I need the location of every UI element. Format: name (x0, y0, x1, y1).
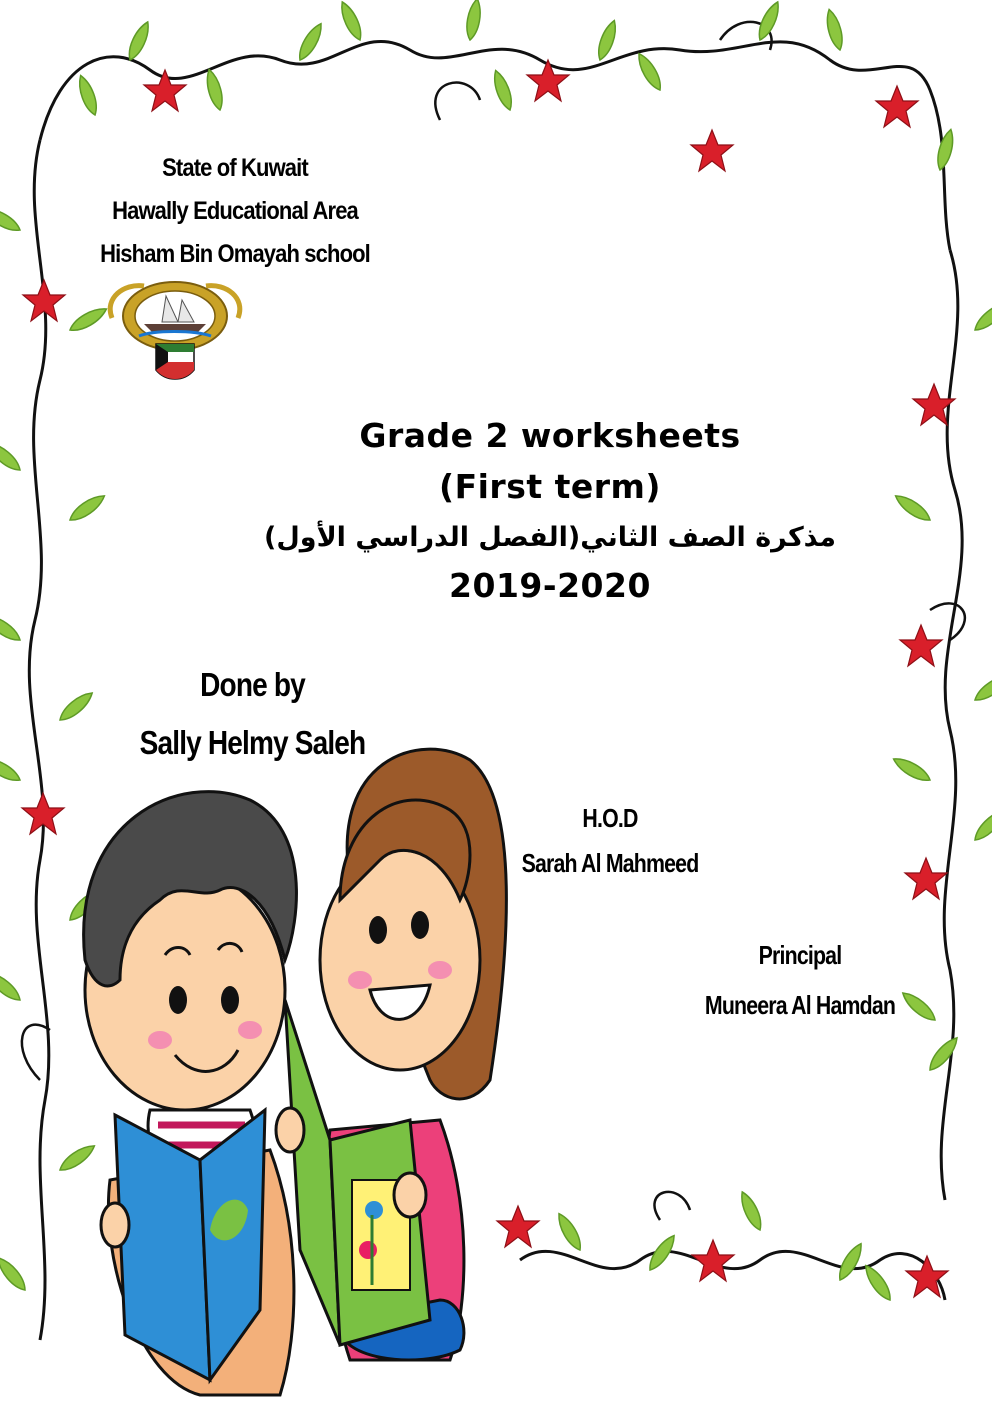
header-area: Hawally Educational Area (112, 197, 358, 225)
principal-name: Muneera Al Hamdan (704, 990, 896, 1020)
header-country: State of Kuwait (162, 154, 308, 182)
school-year: 2019-2020 (449, 566, 651, 605)
page-subtitle: (First term) (438, 467, 661, 506)
done-by-label: Done by (200, 666, 305, 703)
hod-label: H.O.D (582, 803, 638, 833)
header-school: Hisham Bin Omayah school (100, 240, 370, 268)
hod-name: Sarah Al Mahmeed (521, 848, 699, 878)
author-name: Sally Helmy Saleh (139, 724, 366, 761)
arabic-title: مذكرة الصف الثاني(الفصل الدراسي الأول) (264, 522, 836, 553)
principal-label: Principal (758, 940, 842, 970)
kuwait-emblem-icon (104, 278, 246, 384)
page-title: Grade 2 worksheets (359, 416, 741, 455)
